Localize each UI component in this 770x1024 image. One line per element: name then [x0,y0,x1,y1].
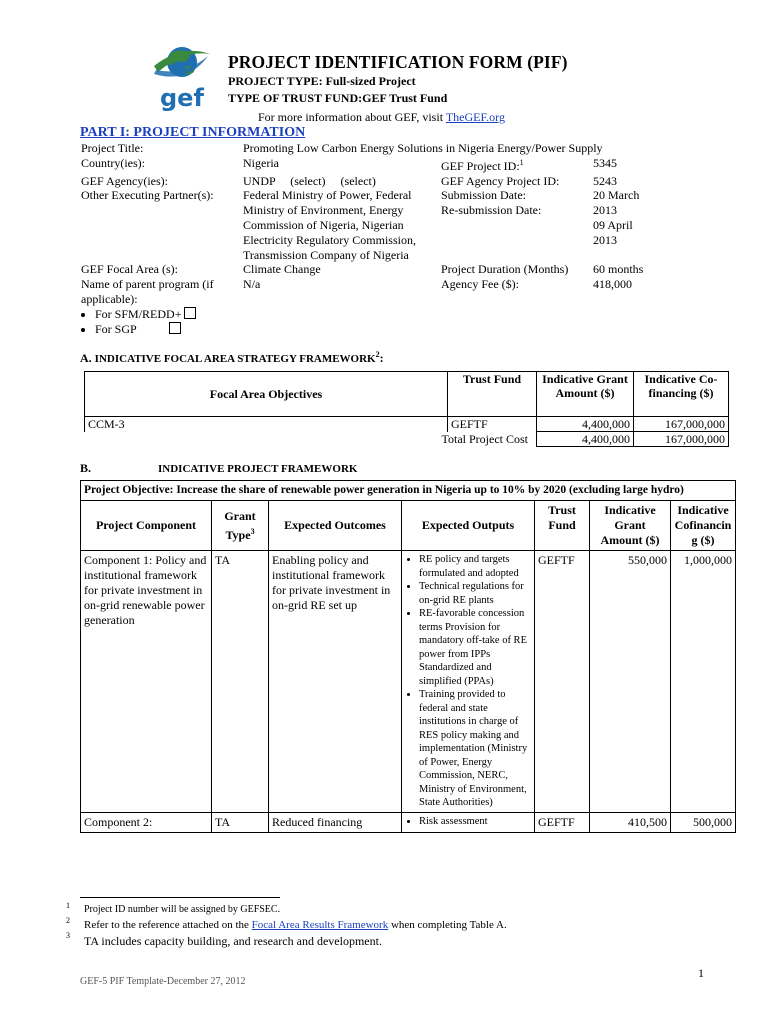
table-row [78,174,658,189]
table-row [78,141,658,156]
info-label: Name of parent program (if applicable): [81,277,214,306]
part1-heading: PART I: PROJECT INFORMATION [80,125,306,140]
total-row [85,432,729,447]
objective-row [81,481,736,501]
cofin-cell: 1,000,000 [671,551,736,813]
info-label2: Submission Date: Re-submission Date: [441,188,542,218]
type-cell: TA [212,812,269,832]
outcome-cell: Reduced financing [269,812,402,832]
info-label2: Agency Fee ($): [441,277,519,292]
table-header-row [85,372,729,417]
section-a-heading [80,350,384,366]
info-label: Other Executing Partner(s): [81,188,214,203]
list-item: • RE policy and targets formulated and adopted [419,553,531,580]
info-label2: GEF Agency Project ID: [441,173,560,188]
heading-colon: : [379,351,384,365]
grant-cell: 4,400,000 [537,417,634,432]
info-value: Nigeria [243,155,279,170]
info-value2: 20 March 2013 09 April 2013 [593,188,640,247]
sgp-checkbox[interactable] [169,322,181,334]
footnote-ref: 2 [375,350,380,359]
footnote-number: 3 [66,931,70,940]
info-label: GEF Agency(ies): [81,173,168,188]
info-label2 [438,156,590,174]
more-info-text: For more information about GEF, visit [258,110,446,124]
fund-cell: GEFTF [535,812,590,832]
gef-logo [148,40,216,112]
col-header: Expected Outputs [402,501,535,551]
parent-option [95,307,237,322]
section-title: INDICATIVE FOCAL AREA STRATEGY FRAMEWORK [94,353,376,365]
footnote-text: Refer to the reference attached on the [84,919,252,931]
info-label: Project Title: [81,141,144,155]
list-item: • Risk assessment [419,815,531,829]
col-header: Indicative Grant Amount ($) [537,372,634,417]
col-header: Trust Fund [535,501,590,551]
col-header: Indicative Co-financing ($) [634,372,729,417]
footnote-text: when completing Table A. [388,919,507,931]
col-header: Expected Outcomes [269,501,402,551]
section-b-heading: INDICATIVE PROJECT FRAMEWORK [158,463,358,475]
component-cell: Component 1: Policy and institutional framework for private investment in on-grid renewable power generation [81,551,212,813]
focal-area-table [84,371,729,447]
more-info [258,110,505,125]
footnote-divider [80,897,280,898]
type-cell: TA [212,551,269,813]
gef-project-id-label: GEF Project ID: [441,158,520,173]
outputs-cell [402,812,535,832]
component-cell: Component 2: [81,812,212,832]
cofin-cell: 167,000,000 [634,417,729,432]
grant-type-label: Grant Type [224,508,256,542]
info-value2: 5243 [593,173,617,188]
footer-template: GEF-5 PIF Template-December 27, 2012 [80,976,246,987]
col-header: Project Component [81,501,212,551]
col-header: Indicative Cofinancing ($) [671,501,736,551]
total-grant: 4,400,000 [537,432,634,447]
footnote-ref: 3 [250,526,255,536]
info-value: Promoting Low Carbon Energy Solutions in Nigeria Energy/Power Supply [243,141,603,155]
sfm-redd-checkbox[interactable] [184,307,196,319]
footnote-text: TA includes capacity building, and research and development. [84,934,382,948]
footnote-number: 1 [66,901,70,910]
fund-cell: GEFTF [448,417,537,432]
footnote-text: Project ID number will be assigned by GEFSEC. [84,904,281,915]
col-header: Trust Fund [448,372,537,417]
cofin-cell: 500,000 [671,812,736,832]
objective-cell: CCM-3 [85,417,448,432]
list-item: • Training provided to federal and state institutions in charge of RES policy making and implementation (Ministry of Power, Energy Commission, NERC, Ministry of Environment, State Authorities) [419,688,531,810]
project-type: PROJECT TYPE: Full-sized Project [228,74,416,88]
logo-text: gef [160,84,204,112]
info-label: GEF Focal Area (s): [81,262,178,277]
table-header-row [81,501,736,551]
option-label: For SFM/REDD+ [95,306,182,321]
table-row [78,188,658,262]
table-row [85,417,729,432]
section-b-letter: B. [80,461,92,475]
option-label: For SGP [95,321,137,336]
project-objective: Project Objective: Increase the share of renewable power generation in Nigeria up to 10% by 2020 (excluding large hydro) [81,481,736,501]
grant-cell: 410,500 [590,812,671,832]
info-value: N/a [243,277,261,292]
thegef-link[interactable]: TheGEF.org [445,110,505,124]
table-row [78,277,658,336]
info-value: Federal Ministry of Power, Federal Ministry of Environment, Energy Commission of Nigeria, Nigerian Electricity Regulatory Commission, Transmission Company of Nigeria [243,188,416,262]
footnote-3 [66,931,382,950]
col-header: Focal Area Objectives [85,372,448,417]
list-item: • Technical regulations for on-grid RE plants [419,580,531,607]
total-cofin: 167,000,000 [634,432,729,447]
info-label: Country(ies): [81,155,145,170]
footnote-number: 2 [66,916,70,925]
parent-option [95,322,237,337]
info-value2: 418,000 [593,277,632,292]
total-label: Total Project Cost [441,431,528,446]
trust-fund-type: TYPE OF TRUST FUND:GEF Trust Fund [228,91,448,105]
list-item: • RE-favorable concession terms Provision for mandatory off-take of RE power from IPPs Standardized and simplified (PPAs) [419,607,531,688]
info-value2: 60 months [593,262,644,277]
fund-cell: GEFTF [535,551,590,813]
col-header [212,501,269,551]
page-number: 1 [698,966,704,980]
col-header: Indicative Grant Amount ($) [590,501,671,551]
info-value: UNDP (select) (select) [243,173,376,188]
info-value: Climate Change [243,262,321,277]
table-row [78,262,658,277]
grant-cell: 550,000 [590,551,671,813]
focal-area-results-link[interactable]: Focal Area Results Framework [251,919,389,931]
page-title: PROJECT IDENTIFICATION FORM (PIF) [228,52,568,72]
footnote-ref: 1 [519,157,524,167]
info-label2: Project Duration (Months) [441,262,569,277]
info-value2: 5345 [593,155,617,170]
outputs-cell [402,551,535,813]
project-framework-table [80,480,736,833]
table-row [78,156,658,174]
table-row [81,551,736,813]
parent-program-cell [78,277,240,336]
project-info-table [78,141,658,336]
table-row [81,812,736,832]
section-letter: A. [80,351,92,365]
outcome-cell: Enabling policy and institutional framework for private investment in on-grid RE set up [269,551,402,813]
